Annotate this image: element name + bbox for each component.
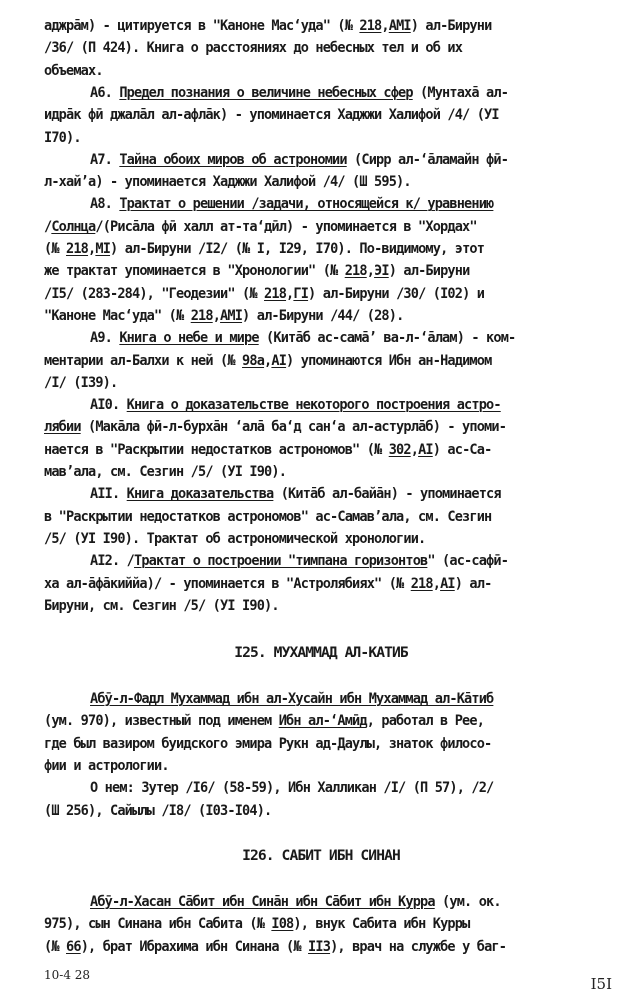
text-line bbox=[90, 150, 629, 169]
text-line bbox=[44, 351, 583, 370]
text-span: /I/ (I39). bbox=[44, 373, 118, 391]
text-line bbox=[90, 194, 629, 213]
text-span: в "Раскрытии недостатков астрономов" ас-Самав’ала, см. Сезгин bbox=[44, 507, 492, 525]
underlined-text: АМI bbox=[388, 17, 411, 34]
text-span: идрāк фӣ джалāл ал-афлāк) - упоминается Хаджжи Халифой /4/ (УI bbox=[44, 106, 499, 124]
text-span: , bbox=[264, 351, 272, 369]
text-span: /36/ (П 424). Книга о расстояниях до небесных тел и об их bbox=[44, 39, 463, 57]
text-span: рāм) - цитируется в "Каноне Мас‘уда" (№ bbox=[66, 17, 360, 34]
text-span: л-хай’а) - упоминается Хаджжи Халифой /4/ (Ш 595). bbox=[44, 173, 411, 191]
text-span: А7. bbox=[90, 150, 120, 168]
underlined-text: АI bbox=[271, 351, 287, 369]
text-span: , bbox=[212, 306, 221, 324]
text-line bbox=[44, 801, 583, 820]
underlined-text: АI bbox=[440, 574, 455, 592]
text-span: (№ bbox=[44, 937, 67, 955]
text-span: ), внук Сабита ибн Курры bbox=[293, 915, 470, 933]
text-line bbox=[44, 440, 583, 459]
text-line bbox=[90, 778, 629, 797]
underlined-text: Предел познания о величине небесных сфер bbox=[119, 83, 413, 101]
underlined-text: 218 bbox=[344, 262, 367, 280]
underlined-text: 218 bbox=[359, 17, 382, 34]
text-line bbox=[44, 596, 583, 615]
text-span: нается в "Раскрытии недостатков астрономов" (№ bbox=[44, 440, 389, 458]
underlined-text: ЭI bbox=[374, 262, 389, 280]
underlined-text: Книга о небе и мире bbox=[119, 329, 259, 347]
printer-signature: 10-4 28 bbox=[44, 968, 91, 982]
text-span: (ум. ок. bbox=[434, 893, 501, 910]
text-span: ), брат Ибрахима ибн Синана (№ bbox=[80, 937, 309, 955]
text-line bbox=[44, 417, 583, 436]
text-span: (Китāб ас-самā’ ва-л-‘āлам) - ком- bbox=[258, 329, 516, 347]
text-span: (Ш 256), Сайылы /I8/ (I03-I04). bbox=[44, 801, 272, 819]
text-line bbox=[90, 395, 629, 414]
text-span: фии и астрологии. bbox=[44, 756, 169, 774]
text-span: Бируни, см. Сезгин /5/ (УI I90). bbox=[44, 596, 279, 614]
text-line bbox=[90, 551, 629, 570]
text-line bbox=[44, 306, 583, 325]
text-span: АII. bbox=[90, 485, 127, 503]
text-span: / bbox=[44, 217, 52, 235]
underlined-text: Трактат о построении "тимпана горизонтов bbox=[134, 552, 428, 570]
text-span: (№ bbox=[44, 240, 67, 257]
text-span: , bbox=[432, 574, 441, 592]
underlined-text: лябии bbox=[44, 418, 81, 436]
text-span: АI2. / bbox=[90, 552, 135, 570]
text-line bbox=[44, 734, 583, 753]
text-line bbox=[90, 83, 629, 102]
text-span: , работал в Рее, bbox=[366, 712, 485, 730]
text-line bbox=[44, 462, 583, 481]
text-span: "Каноне Мас‘уда" (№ bbox=[44, 306, 191, 324]
underlined-text: ГI bbox=[293, 284, 309, 302]
text-span: ) упоминаются Ибн ан-Надимом bbox=[286, 351, 492, 369]
text-line bbox=[44, 756, 583, 775]
text-span: , bbox=[410, 440, 419, 458]
underlined-text: МI bbox=[95, 240, 111, 257]
underlined-text: Трактат о решении /задачи, относящейся к/ уравнению bbox=[119, 195, 494, 213]
text-line bbox=[44, 711, 583, 730]
text-span: " (ас-сафӣ- bbox=[427, 552, 509, 570]
underlined-text: Книга о доказательстве некоторого построения астро- bbox=[126, 396, 501, 414]
text-span: (Сирр ал-‘āламайн фӣ- bbox=[346, 150, 509, 168]
text-span: А9. bbox=[90, 329, 120, 347]
text-span: I70). bbox=[44, 128, 81, 146]
text-span: А8. bbox=[90, 195, 120, 213]
text-span: А6. bbox=[90, 83, 120, 101]
underlined-text: 218 bbox=[410, 574, 433, 592]
section-heading-126: I26. САБИТ ИБН СИНАН bbox=[242, 847, 400, 864]
text-span: ), врач на службе у баг- bbox=[330, 937, 507, 955]
text-span: ) ас-Са- bbox=[432, 440, 492, 458]
text-line bbox=[44, 937, 583, 956]
text-span: 975), сын Синана ибн Сабита (№ bbox=[44, 915, 272, 933]
text-span: /I5/ (283-284), "Геодезии" (№ bbox=[44, 284, 265, 302]
text-line bbox=[44, 16, 583, 35]
text-span: АI0. bbox=[90, 396, 127, 414]
text-line bbox=[44, 507, 583, 526]
underlined-text: 66 bbox=[66, 937, 81, 955]
text-span: где был вазиром буидского эмира Рукн ад-Даулы, знаток филосо- bbox=[44, 734, 492, 752]
text-span: ха ал-āфāкиййа)/ - упоминается в "Астролябиях" (№ bbox=[44, 574, 411, 592]
underlined-text: Абӯ-л-Хасан Сāбит ибн Синāн ибн Сāбит ибн Курра bbox=[90, 893, 435, 910]
text-line bbox=[44, 38, 583, 57]
text-line bbox=[90, 328, 629, 347]
underlined-text: 218 bbox=[66, 240, 89, 257]
text-line bbox=[44, 217, 583, 236]
text-span: ) ал-Бируни /30/ (I02) и bbox=[308, 284, 485, 302]
underlined-text: 302 bbox=[388, 440, 411, 458]
underlined-text: 98а bbox=[242, 351, 265, 369]
text-span: ) ал-Бируни /44/ (28). bbox=[242, 306, 404, 324]
underlined-text: АМI bbox=[220, 306, 243, 324]
text-span: , bbox=[88, 240, 96, 257]
underlined-text: Ибн ал-‘Амӣд bbox=[278, 712, 367, 730]
underlined-text: 218 bbox=[264, 284, 287, 302]
text-line bbox=[90, 892, 629, 911]
text-span: ) ал-Бируни bbox=[410, 17, 492, 34]
text-span: же трактат упоминается в "Хронологии" (№ bbox=[44, 262, 345, 280]
underlined-text: 218 bbox=[190, 306, 213, 324]
text-span: объемах. bbox=[44, 61, 103, 79]
text-span: , bbox=[381, 17, 389, 34]
underlined-text: II3 bbox=[308, 937, 331, 955]
underlined-text: Солнца bbox=[51, 217, 96, 235]
text-line bbox=[90, 689, 629, 708]
text-span: /(Рисāла фӣ халл ат-та‘дӣл) - упоминается в "Хордах" bbox=[95, 217, 477, 235]
text-span: мав’ала, см. Сезгин /5/ (УI I90). bbox=[44, 463, 287, 480]
text-span: ) ал- bbox=[454, 574, 492, 592]
text-span: (Макāла фӣ-л-бурхāн ‘алā ба‘д сан‘а ал-астурлāб) - упоми- bbox=[80, 418, 507, 436]
text-line bbox=[44, 914, 583, 933]
text-line bbox=[44, 239, 583, 258]
underlined-text: Абӯ-л-Фадл Мухаммад ибн ал-Хусайн ибн Мухаммад ал-Кāтиб bbox=[90, 690, 494, 707]
text-span: , bbox=[286, 284, 294, 302]
text-line bbox=[44, 172, 583, 191]
underlined-text: Книга доказательства bbox=[126, 485, 274, 503]
underlined-text: I08 bbox=[271, 915, 294, 933]
text-line bbox=[44, 574, 583, 593]
text-span: ) ал-Бируни /I2/ (№ I, I29, I70). По-видимому, этот bbox=[110, 240, 485, 257]
text-span: О нем: Зутер /I6/ (58-59), Ибн Халликан /I/ (П 57), /2/ bbox=[90, 779, 494, 797]
underlined-text: АI bbox=[418, 440, 433, 458]
text-line bbox=[44, 261, 583, 280]
text-line bbox=[44, 61, 583, 80]
text-span: адж bbox=[44, 17, 67, 34]
text-span: (Мунтахā ал- bbox=[412, 83, 509, 101]
text-line bbox=[44, 105, 583, 124]
text-span: , bbox=[366, 262, 375, 280]
page-number: I5I bbox=[590, 975, 612, 993]
section-heading-125: I25. МУХАММАД АЛ-КАТИБ bbox=[234, 644, 408, 661]
text-line bbox=[44, 128, 583, 147]
text-span: (ум. 970), известный под именем bbox=[44, 712, 279, 730]
underlined-text: Тайна обоих миров об астрономии bbox=[119, 150, 347, 168]
text-line bbox=[90, 484, 629, 503]
text-span: ментарии ал-Балхи к ней (№ bbox=[44, 351, 243, 369]
text-line bbox=[44, 529, 583, 548]
text-line bbox=[44, 284, 583, 303]
text-line bbox=[44, 373, 583, 392]
text-span: /5/ (УI I90). Трактат об астрономической хронологии. bbox=[44, 529, 426, 547]
text-span: (Китāб ал-байāн) - упоминается bbox=[273, 485, 501, 503]
text-span: ) ал-Бируни bbox=[388, 262, 470, 280]
